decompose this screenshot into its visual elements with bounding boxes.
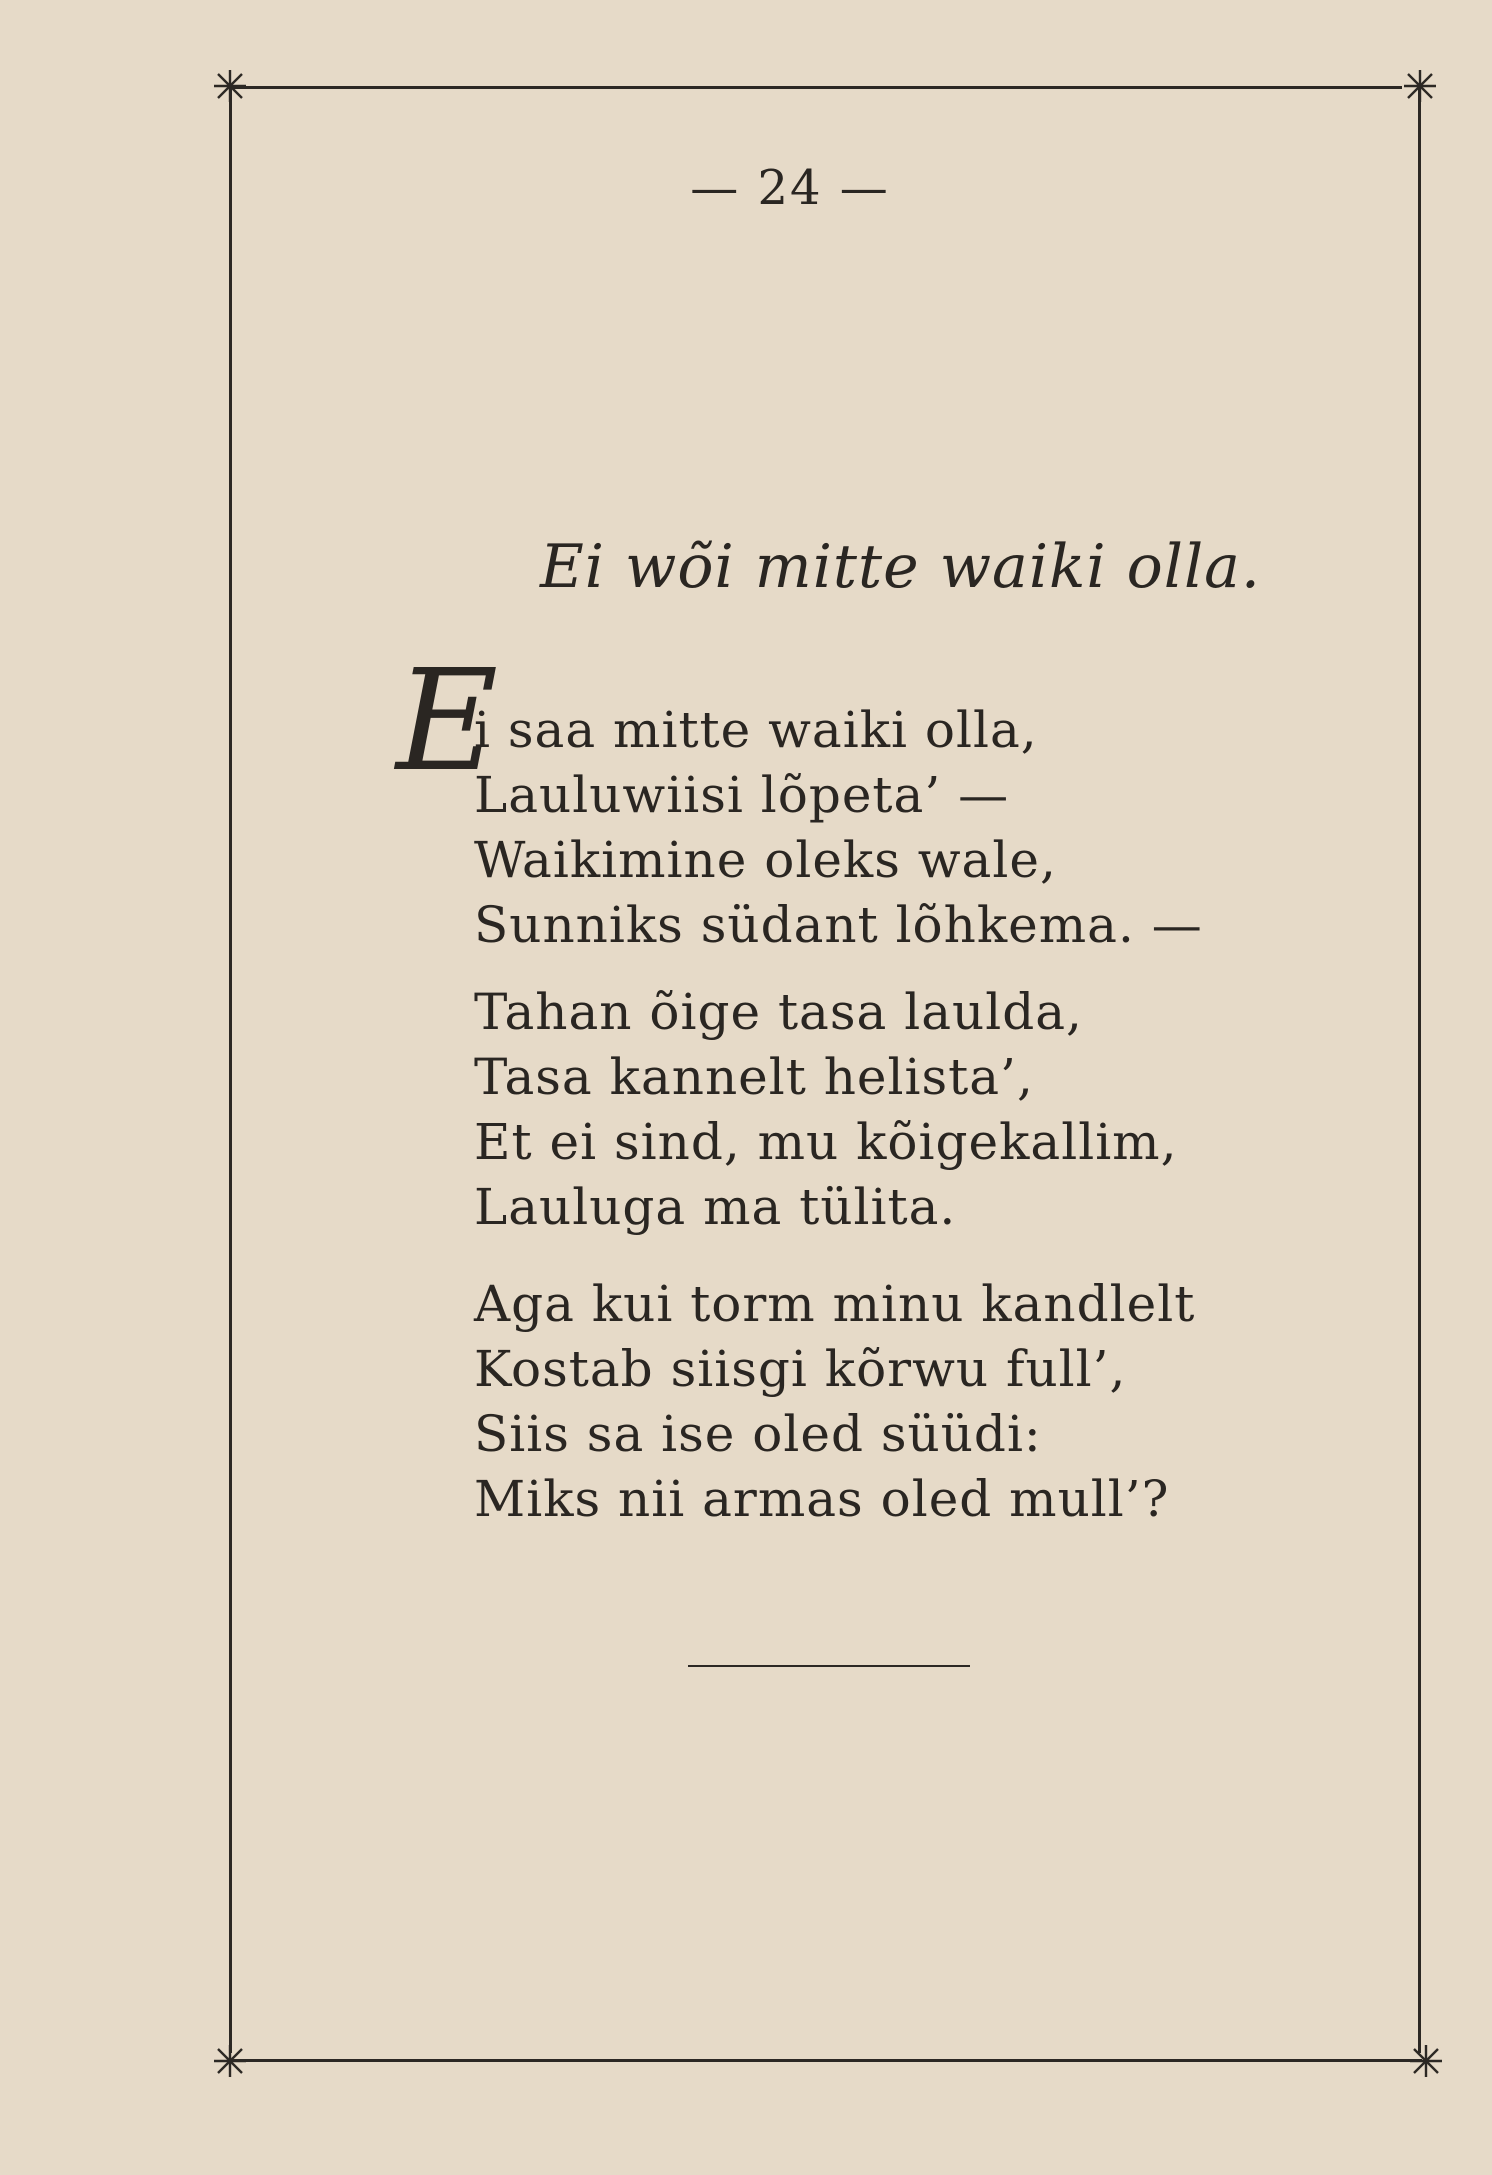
frame-top-rule: [232, 86, 1402, 89]
poem-line: Waikimine oleks wale,: [474, 831, 1057, 889]
corner-ornament-icon: [1406, 2041, 1446, 2081]
frame-left-rule: [229, 88, 232, 2053]
corner-ornament-icon: [210, 66, 250, 106]
poem-line: Tahan õige tasa laulda,: [474, 983, 1083, 1041]
poem-line: Tasa kannelt helista’,: [474, 1048, 1034, 1106]
drop-cap-letter: E: [396, 640, 499, 803]
poem-line: Lauluga ma tülita.: [474, 1178, 957, 1236]
stanza-1: [474, 698, 1203, 958]
poem-line: Lauluwiisi lõpeta’ —: [474, 766, 1010, 824]
poem-title: Ei wõi mitte waiki olla.: [540, 532, 1261, 602]
corner-ornament-icon: [210, 2041, 250, 2081]
stanza-3: [474, 1272, 1195, 1532]
corner-ornament-icon: [1400, 66, 1440, 106]
end-of-poem-rule: [688, 1665, 970, 1667]
poem-line: Sunniks südant lõhkema. —: [474, 896, 1203, 954]
poem-line: Siis sa ise oled süüdi:: [474, 1405, 1042, 1463]
frame-bottom-rule: [232, 2059, 1422, 2062]
stanza-2: [474, 980, 1178, 1240]
frame-right-rule: [1418, 88, 1421, 2053]
page-number: — 24 —: [690, 160, 890, 216]
poem-line: Et ei sind, mu kõigekallim,: [474, 1113, 1178, 1171]
poem-line: Aga kui torm minu kandlelt: [474, 1275, 1196, 1333]
poem-line: Kostab siisgi kõrwu full’,: [474, 1340, 1127, 1398]
poem-line: i saa mitte waiki olla,: [474, 701, 1038, 759]
poem-line: Miks nii armas oled mull’?: [474, 1470, 1170, 1528]
